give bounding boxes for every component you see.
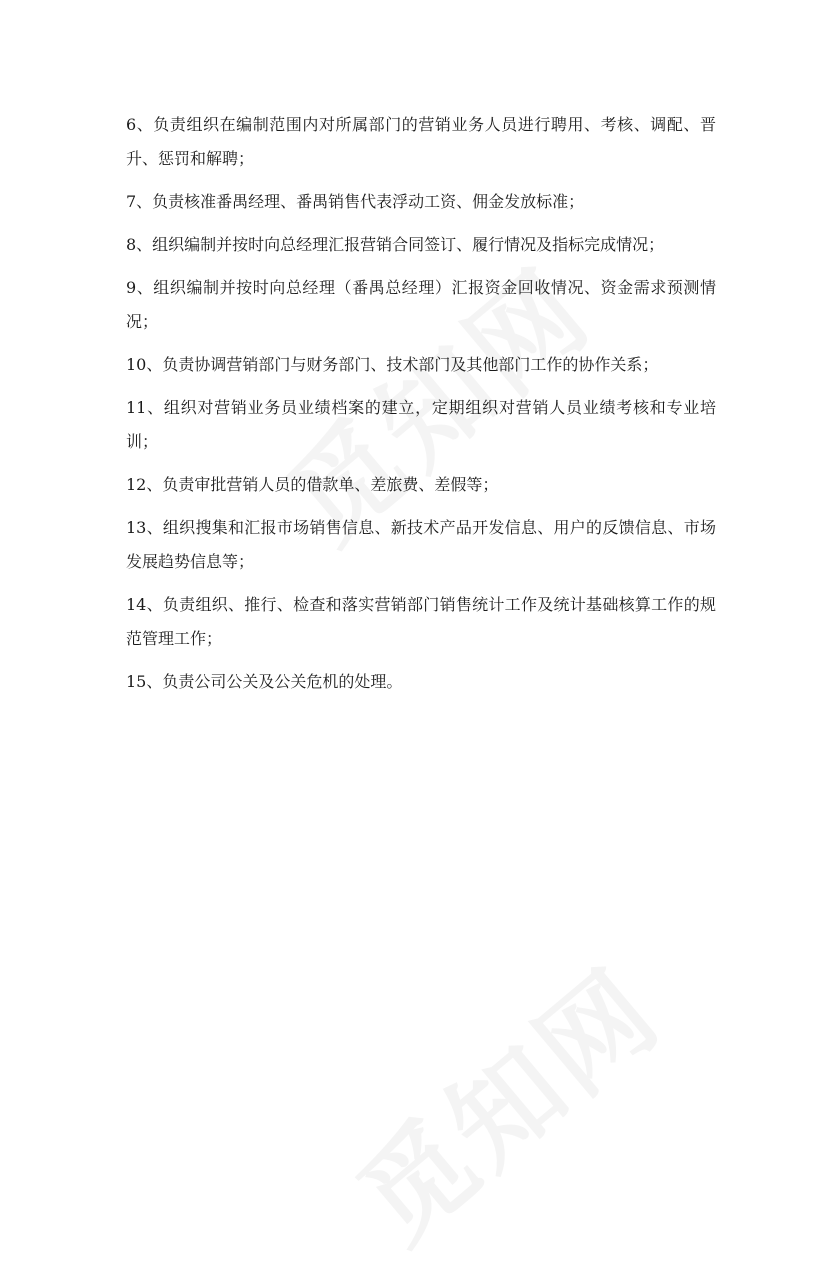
list-item: 9、组织编制并按时向总经理（番禺总经理）汇报资金回收情况、资金需求预测情况；: [126, 278, 716, 331]
list-item: 6、负责组织在编制范围内对所属部门的营销业务人员进行聘用、考核、调配、晋升、惩罚和解聘；: [126, 115, 716, 168]
list-item: 15、负责公司公关及公关危机的处理。: [126, 672, 403, 691]
list-item: 7、负责核准番禺经理、番禺销售代表浮动工资、佣金发放标准；: [126, 192, 585, 211]
list-item: 8、组织编制并按时向总经理汇报营销合同签订、履行情况及指标完成情况；: [126, 235, 665, 254]
list-item: 13、组织搜集和汇报市场销售信息、新技术产品开发信息、用户的反馈信息、市场发展趋势信息等；: [126, 518, 716, 571]
list-item: 14、负责组织、推行、检查和落实营销部门销售统计工作及统计基础核算工作的规范管理工作；: [126, 595, 716, 648]
document-body: [126, 108, 716, 708]
list-item: 12、负责审批营销人员的借款单、差旅费、差假等；: [126, 475, 499, 494]
list-item: 10、负责协调营销部门与财务部门、技术部门及其他部门工作的协作关系；: [126, 355, 659, 374]
watermark: [320, 927, 688, 1271]
list-item: 11、组织对营销业务员业绩档案的建立，定期组织对营销人员业绩考核和专业培训；: [126, 398, 716, 451]
